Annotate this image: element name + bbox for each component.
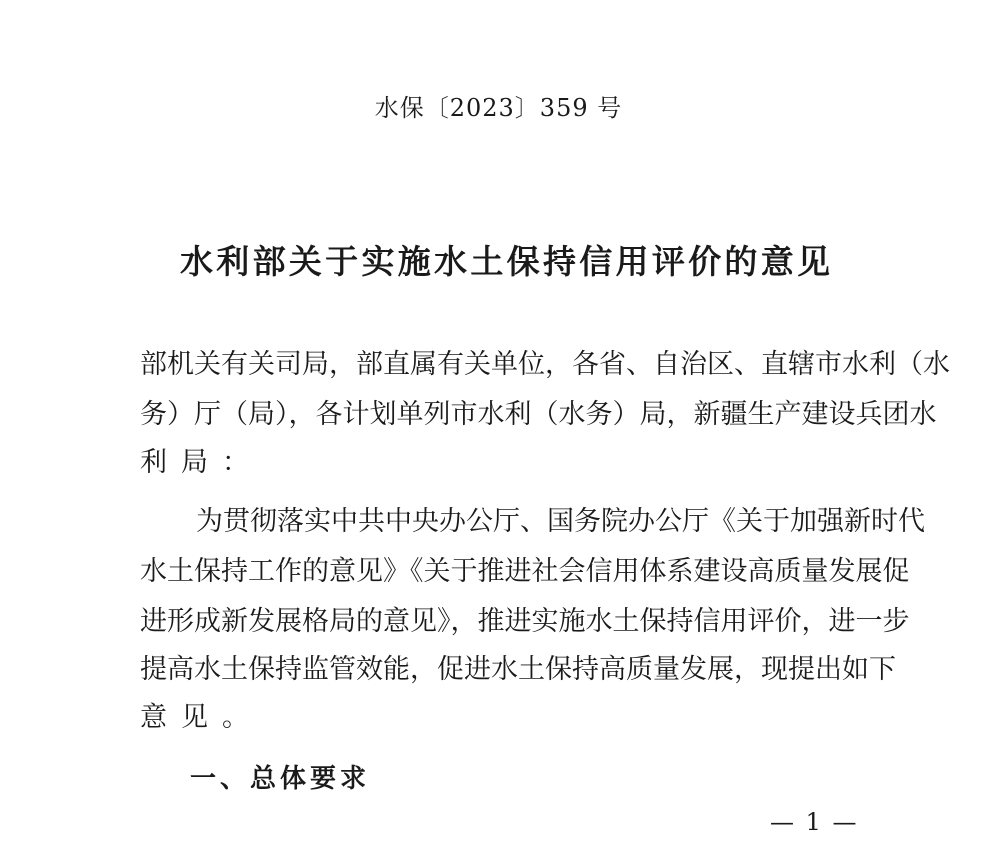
body-line: 水土保持工作的意见》《关于推进社会信用体系建设高质量发展促 xyxy=(140,556,910,587)
body-line: 为贯彻落实中共中央办公厅、国务院办公厅《关于加强新时代 xyxy=(196,506,925,537)
addressee-line: 务）厅（局），各计划单列市水利（水务）局，新疆生产建设兵团水 xyxy=(140,399,937,430)
page-number: — 1 — xyxy=(770,808,859,836)
addressee-line: 利局： xyxy=(140,447,263,478)
section-heading: 一、总体要求 xyxy=(190,764,371,794)
addressee-line: 部机关有关司局，部直属有关单位，各省、自治区、直辖市水利（水 xyxy=(140,349,950,380)
body-line: 进形成新发展格局的意见》，推进实施水土保持信用评价，进一步 xyxy=(140,606,910,637)
document-number: 水保〔2023〕359 号 xyxy=(374,94,623,122)
body-line: 意见。 xyxy=(140,702,263,733)
body-line: 提高水土保持监管效能，促进水土保持高质量发展，现提出如下 xyxy=(140,654,896,685)
document-title: 水利部关于实施水土保持信用评价的意见 xyxy=(180,242,830,281)
